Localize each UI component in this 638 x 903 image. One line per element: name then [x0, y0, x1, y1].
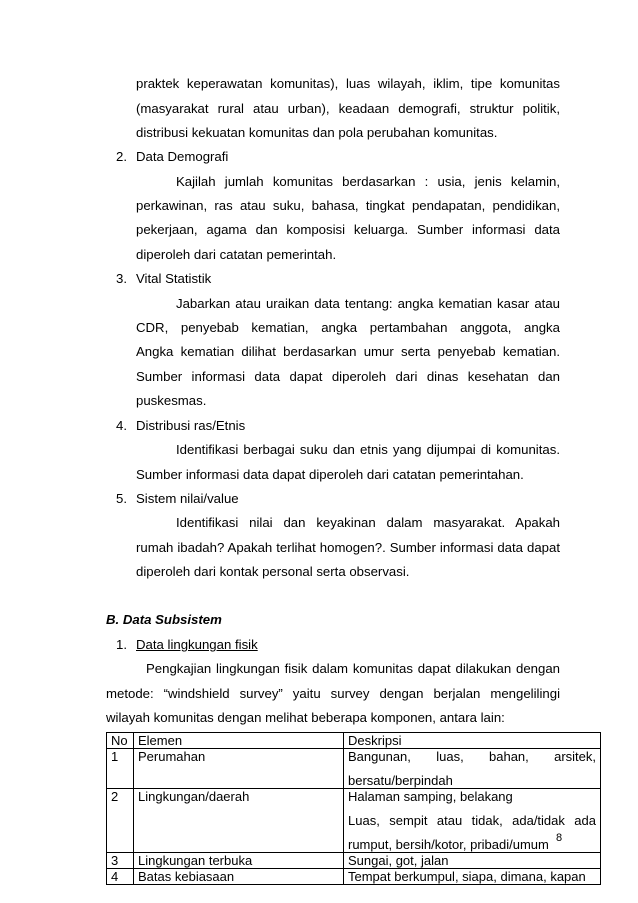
intro-line-2: (masyarakat rural atau urban), keadaan demografi, struktur politik,	[136, 101, 560, 116]
header-deskripsi: Deskripsi	[344, 733, 601, 749]
desc-line: Sungai, got, jalan	[348, 853, 449, 868]
table-row	[107, 749, 601, 789]
item-number: 2.	[116, 149, 127, 164]
item-text-line: Jabarkan atau uraikan data tentang: angka kematian kasar atau	[176, 296, 560, 311]
intro-line-3: distribusi kekuatan komunitas dan pola perubahan komunitas.	[136, 125, 498, 140]
page-number: 8	[556, 832, 563, 844]
item-title: Data Demografi	[136, 149, 229, 164]
desc-line: rumput, bersih/kotor, pribadi/umum	[348, 837, 549, 852]
elements-table	[106, 732, 601, 885]
row-deskripsi	[344, 749, 601, 789]
item-title: Distribusi ras/Etnis	[136, 418, 246, 433]
item-text-line: Identifikasi berbagai suku dan etnis yang dijumpai di komunitas.	[176, 442, 560, 457]
desc-line: Bangunan, luas, bahan, arsitek,	[348, 749, 596, 764]
row-no: 4	[107, 869, 134, 885]
item-text-line: perkawinan, ras atau suku, bahasa, tingkat pendapatan, pendidikan,	[136, 198, 560, 213]
header-no: No	[107, 733, 134, 749]
row-no: 3	[107, 853, 134, 869]
row-deskripsi	[344, 869, 601, 885]
intro-line-1: praktek keperawatan komunitas), luas wilayah, iklim, tipe komunitas	[136, 76, 560, 91]
desc-line: Tempat berkumpul, siapa, dimana, kapan	[348, 869, 586, 884]
subsection-title: Data lingkungan fisik	[136, 637, 258, 652]
item-number: 4.	[116, 418, 127, 433]
row-elemen: Lingkungan/daerah	[134, 789, 344, 853]
row-elemen: Batas kebiasaan	[134, 869, 344, 885]
table-row	[107, 789, 601, 853]
item-title: Vital Statistik	[136, 271, 212, 286]
item-text-line: diperoleh dari kontak personal serta observasi.	[136, 564, 410, 579]
subsection-number: 1.	[116, 637, 127, 652]
item-text-line: diperoleh dari catatan pemerintah.	[136, 247, 337, 262]
item-number: 3.	[116, 271, 127, 286]
desc-line: bersatu/berpindah	[348, 773, 453, 788]
header-elemen: Elemen	[134, 733, 344, 749]
item-number: 5.	[116, 491, 127, 506]
item-text-line: puskesmas.	[136, 393, 207, 408]
row-elemen: Perumahan	[134, 749, 344, 789]
item-title: Sistem nilai/value	[136, 491, 239, 506]
item-text-line: Sumber informasi data dapat diperoleh dari catatan pemerintahan.	[136, 467, 524, 482]
table-row	[107, 869, 601, 885]
section-heading: B. Data Subsistem	[106, 612, 222, 627]
table-row	[107, 853, 601, 869]
row-elemen: Lingkungan terbuka	[134, 853, 344, 869]
desc-line: Halaman samping, belakang	[348, 789, 513, 804]
item-text-line: pekerjaan, agama dan komposisi keluarga. Sumber informasi data	[136, 222, 560, 237]
body-paragraph-line: Pengkajian lingkungan fisik dalam komunitas dapat dilakukan dengan	[146, 661, 560, 676]
body-paragraph-line: wilayah komunitas dengan melihat beberapa komponen, antara lain:	[106, 710, 505, 725]
item-text-line: Angka kematian dilihat berdasarkan umur serta penyebab kematian.	[136, 344, 560, 359]
desc-line: Luas, sempit atau tidak, ada/tidak ada	[348, 813, 596, 828]
row-no: 2	[107, 789, 134, 853]
item-text-line: Identifikasi nilai dan keyakinan dalam masyarakat. Apakah	[176, 515, 560, 530]
row-deskripsi	[344, 853, 601, 869]
item-text-line: rumah ibadah? Apakah terlihat homogen?. Sumber informasi data dapat	[136, 540, 560, 555]
row-no: 1	[107, 749, 134, 789]
item-text-line: Sumber informasi data dapat diperoleh dari dinas kesehatan dan	[136, 369, 560, 384]
item-text-line: Kajilah jumlah komunitas berdasarkan : usia, jenis kelamin,	[176, 174, 560, 189]
table-header-row	[107, 733, 601, 749]
body-paragraph-line: metode: “windshield survey” yaitu survey dengan berjalan mengelilingi	[106, 686, 560, 701]
item-text-line: CDR, penyebab kematian, angka pertambahan anggota, angka	[136, 320, 560, 335]
